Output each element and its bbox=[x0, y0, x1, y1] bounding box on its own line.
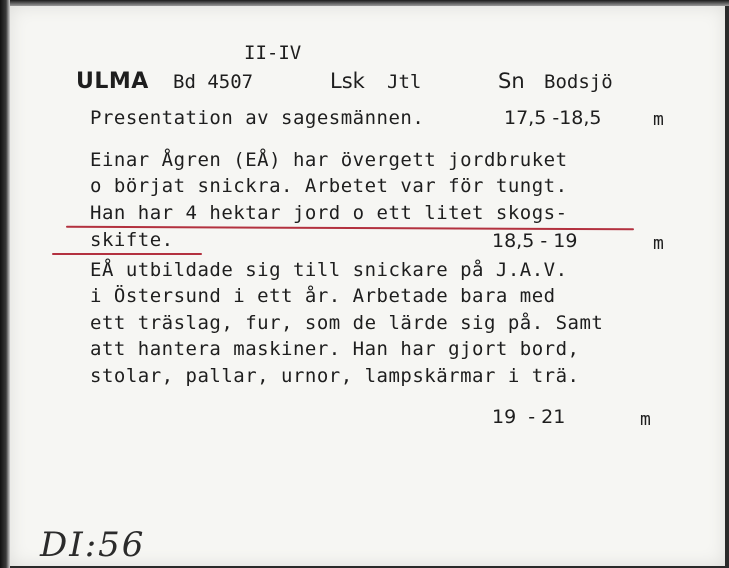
time-unit-3: m bbox=[640, 409, 651, 430]
text-line-5: skifte. bbox=[90, 229, 174, 251]
time-marker-2: 18,5 - 19 bbox=[492, 230, 578, 252]
text-line-3: o börjat snickra. Arbetet var för tungt. bbox=[90, 175, 568, 197]
text-line-4: Han har 4 hektar jord o ett litet skogs- bbox=[90, 202, 568, 224]
text-line-1: Presentation av sagesmännen. bbox=[90, 107, 425, 129]
text-line-2: Einar Ågren (EÅ) har övergett jordbruket bbox=[90, 149, 568, 171]
time-marker-1: 17,5 -18,5 bbox=[504, 107, 602, 129]
socken-label: Sn bbox=[498, 69, 525, 93]
landskap-value: Jtl bbox=[387, 71, 422, 93]
text-line-7: i Östersund i ett år. Arbetade bara med bbox=[90, 285, 556, 307]
text-line-8: ett träslag, fur, som de lärde sig på. Samt bbox=[90, 312, 604, 334]
text-line-9: att hantera maskiner. Han har gjort bord, bbox=[90, 338, 580, 360]
scan-left-edge bbox=[0, 0, 10, 568]
text-line-6: EÅ utbildade sig till snickare på J.A.V. bbox=[90, 259, 568, 281]
socken-value: Bodsjö bbox=[544, 71, 613, 93]
archive-number: Bd 4507 bbox=[173, 71, 254, 93]
landskap-label: Lsk bbox=[330, 69, 365, 93]
text-line-10: stolar, pallar, urnor, lampskärmar i trä. bbox=[90, 365, 580, 387]
archive-card bbox=[10, 6, 725, 566]
time-unit-1: m bbox=[653, 109, 664, 130]
handwritten-note: DI:56 bbox=[40, 525, 146, 565]
class-label: II-IV bbox=[244, 42, 302, 64]
time-unit-2: m bbox=[653, 233, 664, 254]
red-underline-short bbox=[52, 253, 202, 255]
time-marker-3: 19 - 21 bbox=[492, 406, 566, 428]
archive-code: ULMA bbox=[76, 69, 149, 94]
